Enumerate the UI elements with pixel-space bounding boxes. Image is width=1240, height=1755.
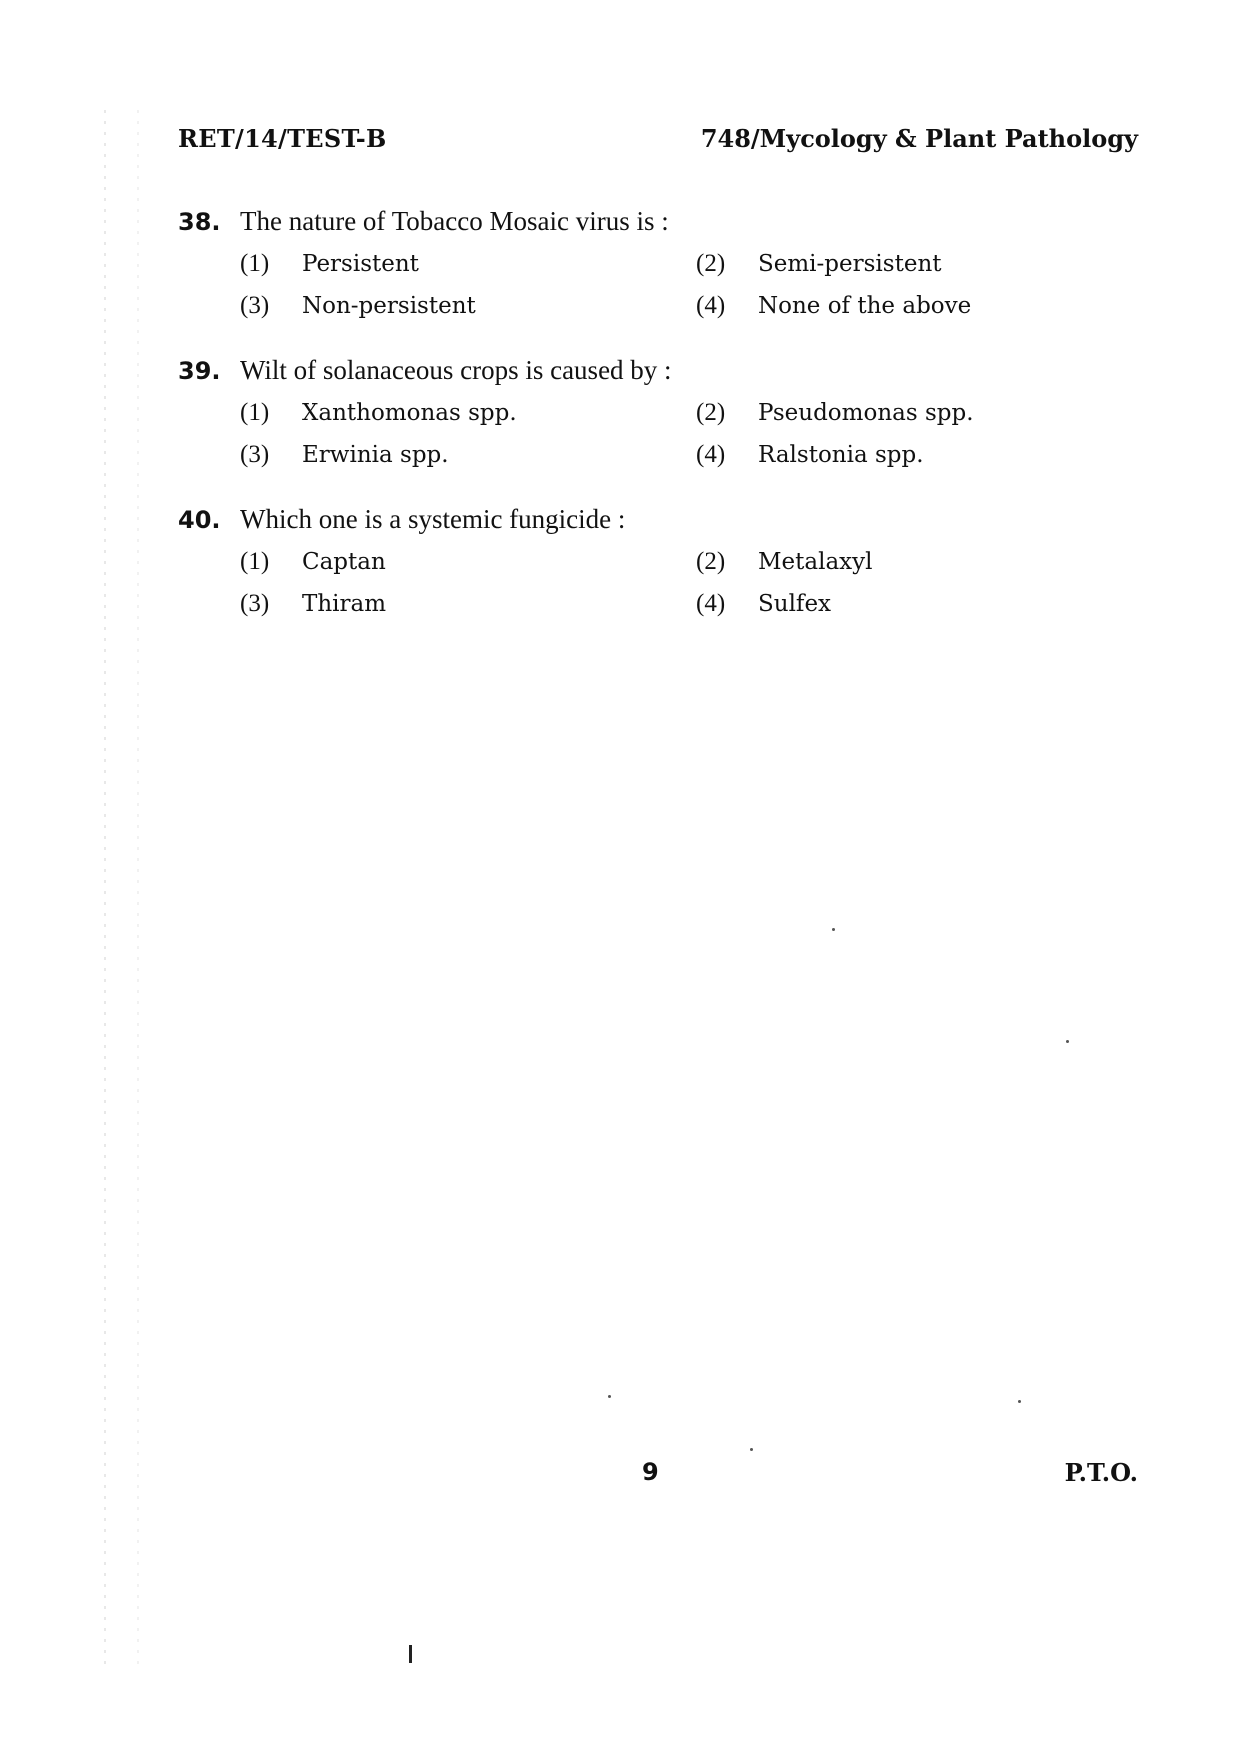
option-text: Semi-persistent <box>758 251 942 277</box>
option-4 <box>696 438 1152 472</box>
scan-speck <box>608 1395 611 1398</box>
scan-speck <box>750 1448 753 1451</box>
question-39 <box>178 353 1138 472</box>
option-text: Ralstonia spp. <box>758 442 924 468</box>
option-4 <box>696 289 1152 323</box>
option-4 <box>696 587 1152 621</box>
option-grid <box>240 247 1138 323</box>
option-text: Captan <box>302 549 386 575</box>
page-number: 9 <box>642 1458 659 1486</box>
option-text: Thiram <box>302 591 387 617</box>
option-number: (4) <box>696 292 726 319</box>
option-number: (1) <box>240 399 270 426</box>
question-list <box>178 204 1138 651</box>
option-3 <box>240 438 696 472</box>
option-number: (2) <box>696 250 726 277</box>
option-text: Erwinia spp. <box>302 442 449 468</box>
option-text: Sulfex <box>758 591 832 617</box>
scan-speck <box>1018 1400 1021 1403</box>
scan-edge-artifact <box>104 110 106 1670</box>
question-number: 38. <box>178 208 221 236</box>
page-header <box>178 124 1138 164</box>
exam-code: RET/14/TEST-B <box>178 124 387 153</box>
pto-label: P.T.O. <box>1064 1458 1138 1487</box>
option-number: (3) <box>240 292 270 319</box>
option-number: (4) <box>696 441 726 468</box>
option-1 <box>240 247 696 281</box>
option-number: (1) <box>240 548 270 575</box>
question-text: Wilt of solanaceous crops is caused by : <box>240 355 672 385</box>
scan-speck <box>832 928 835 931</box>
option-text: Metalaxyl <box>758 549 873 575</box>
question-number: 40. <box>178 506 221 534</box>
question-40 <box>178 502 1138 621</box>
scan-speck <box>1066 1040 1069 1043</box>
option-3 <box>240 289 696 323</box>
option-grid <box>240 545 1138 621</box>
option-2 <box>696 247 1152 281</box>
option-number: (2) <box>696 548 726 575</box>
option-2 <box>696 545 1152 579</box>
option-3 <box>240 587 696 621</box>
option-text: None of the above <box>758 293 972 319</box>
option-number: (2) <box>696 399 726 426</box>
option-text: Xanthomonas spp. <box>302 400 517 426</box>
option-text: Pseudomonas spp. <box>758 400 974 426</box>
option-1 <box>240 545 696 579</box>
option-2 <box>696 396 1152 430</box>
option-text: Persistent <box>302 251 419 277</box>
option-text: Non-persistent <box>302 293 476 319</box>
question-text: The nature of Tobacco Mosaic virus is : <box>240 206 669 236</box>
question-number: 39. <box>178 357 221 385</box>
question-38 <box>178 204 1138 323</box>
option-1 <box>240 396 696 430</box>
option-number: (3) <box>240 590 270 617</box>
scan-edge-artifact <box>137 110 139 1670</box>
subject-title: 748/Mycology & Plant Pathology <box>700 124 1138 153</box>
option-number: (3) <box>240 441 270 468</box>
option-number: (4) <box>696 590 726 617</box>
option-grid <box>240 396 1138 472</box>
option-number: (1) <box>240 250 270 277</box>
scan-mark <box>409 1645 412 1663</box>
question-text: Which one is a systemic fungicide : <box>240 504 626 534</box>
